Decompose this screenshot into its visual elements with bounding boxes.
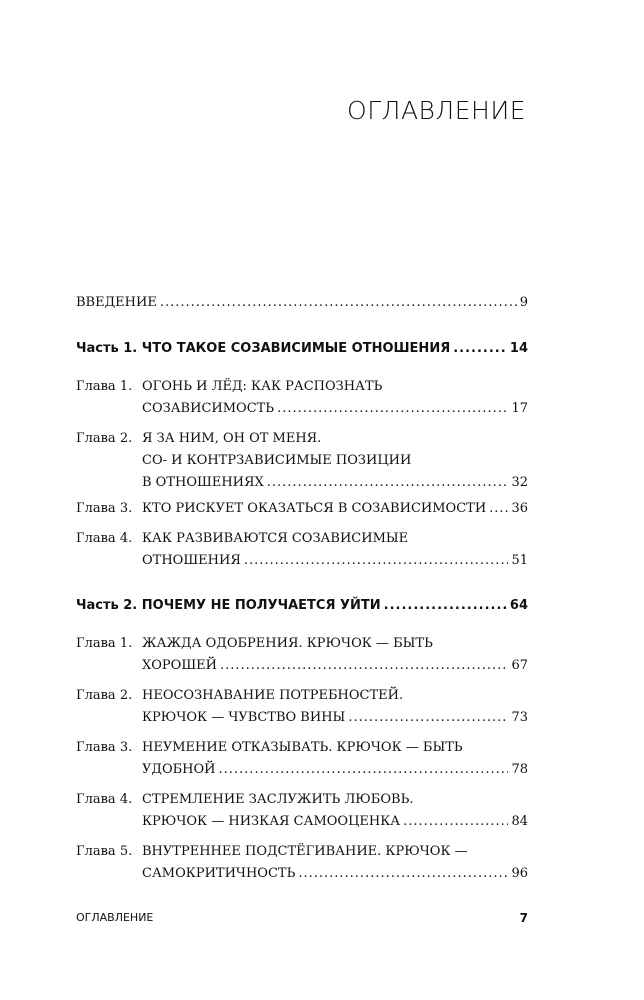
- chapter-title-line: В ОТНОШЕНИЯХ: [142, 475, 264, 490]
- chapter-title-line: ОТНОШЕНИЯ: [142, 553, 241, 568]
- leader-dots: [453, 338, 507, 360]
- chapter-page: 96: [511, 866, 528, 881]
- leader-dots: [489, 498, 508, 520]
- leader-dots: [160, 292, 517, 314]
- toc-part-1-chapter-2[interactable]: [76, 428, 528, 494]
- chapter-page: 73: [511, 710, 528, 725]
- chapter-title-line: СОЗАВИСИМОСТЬ: [142, 401, 275, 416]
- toc-part-2-label: Часть 2. ПОЧЕМУ НЕ ПОЛУЧАЕТСЯ УЙТИ: [76, 598, 381, 613]
- chapter-page: 51: [511, 553, 528, 568]
- toc-part-2-chapter-3[interactable]: [76, 737, 528, 781]
- leader-dots: [403, 811, 508, 833]
- chapter-title-line: СТРЕМЛЕНИЕ ЗАСЛУЖИТЬ ЛЮБОВЬ.: [142, 792, 414, 807]
- chapter-title-line: КТО РИСКУЕТ ОКАЗАТЬСЯ В СОЗАВИСИМОСТИ: [142, 501, 487, 516]
- chapter-number: Глава 1.: [76, 379, 133, 394]
- toc-part-2-page: 64: [509, 598, 528, 613]
- chapter-number: Глава 5.: [76, 844, 133, 859]
- chapter-number: Глава 3.: [76, 740, 133, 755]
- page-footer: [76, 911, 528, 925]
- chapter-title-line: ЖАЖДА ОДОБРЕНИЯ. КРЮЧОК — БЫТЬ: [142, 636, 433, 651]
- leader-dots: [277, 398, 508, 420]
- chapter-title-line: Я ЗА НИМ, ОН ОТ МЕНЯ.: [142, 431, 322, 446]
- running-header: ОГЛАВЛЕНИЕ: [76, 911, 154, 924]
- chapter-number: Глава 4.: [76, 792, 133, 807]
- toc-part-2-chapter-2[interactable]: [76, 685, 528, 729]
- chapter-number: Глава 1.: [76, 636, 133, 651]
- toc-part-1-chapter-3[interactable]: [76, 498, 528, 520]
- chapter-page: 32: [511, 475, 528, 490]
- chapter-title-line: КРЮЧОК — ЧУВСТВО ВИНЫ: [142, 710, 346, 725]
- page-title: ОГЛАВЛЕНИЕ: [347, 96, 526, 125]
- chapter-title-line: НЕУМЕНИЕ ОТКАЗЫВАТЬ. КРЮЧОК — БЫТЬ: [142, 740, 463, 755]
- chapter-title-line: СО- И КОНТРЗАВИСИМЫЕ ПОЗИЦИИ: [142, 453, 412, 468]
- leader-dots: [384, 595, 507, 617]
- toc-intro-page: 9: [519, 295, 528, 310]
- toc-intro-label: ВВЕДЕНИЕ: [76, 295, 157, 310]
- leader-dots: [267, 472, 509, 494]
- chapter-title-line: КАК РАЗВИВАЮТСЯ СОЗАВИСИМЫЕ: [142, 531, 409, 546]
- chapter-page: 78: [511, 762, 528, 777]
- chapter-number: Глава 3.: [76, 501, 133, 516]
- chapter-title-line: ХОРОШЕЙ: [142, 658, 217, 673]
- chapter-page: 84: [511, 814, 528, 829]
- chapter-number: Глава 2.: [76, 688, 133, 703]
- toc-intro[interactable]: [76, 292, 528, 314]
- leader-dots: [220, 655, 508, 677]
- chapter-page: 67: [511, 658, 528, 673]
- leader-dots: [348, 707, 508, 729]
- chapter-title-line: КРЮЧОК — НИЗКАЯ САМООЦЕНКА: [142, 814, 401, 829]
- toc-part-2[interactable]: [76, 595, 528, 617]
- leader-dots: [219, 759, 509, 781]
- chapter-title-line: ОГОНЬ И ЛЁД: КАК РАСПОЗНАТЬ: [142, 379, 383, 394]
- leader-dots: [298, 863, 508, 885]
- toc-part-1[interactable]: [76, 338, 528, 360]
- chapter-number: Глава 4.: [76, 531, 133, 546]
- toc-part-2-chapter-4[interactable]: [76, 789, 528, 833]
- toc-part-2-chapter-1[interactable]: [76, 633, 528, 677]
- chapter-title-line: НЕОСОЗНАВАНИЕ ПОТРЕБНОСТЕЙ.: [142, 688, 404, 703]
- leader-dots: [244, 550, 509, 572]
- toc-part-1-chapter-1[interactable]: [76, 376, 528, 420]
- chapter-title-line: ВНУТРЕННЕЕ ПОДСТЁГИВАНИЕ. КРЮЧОК —: [142, 844, 468, 859]
- chapter-page: 36: [511, 501, 528, 516]
- chapter-page: 17: [511, 401, 528, 416]
- toc-part-2-chapter-5[interactable]: [76, 841, 528, 885]
- toc-part-1-chapter-4[interactable]: [76, 528, 528, 572]
- page-number: 7: [519, 911, 528, 925]
- chapter-title-line: САМОКРИТИЧНОСТЬ: [142, 866, 296, 881]
- toc-part-1-page: 14: [509, 341, 528, 356]
- chapter-number: Глава 2.: [76, 431, 133, 446]
- toc-part-1-label: Часть 1. ЧТО ТАКОЕ СОЗАВИСИМЫЕ ОТНОШЕНИЯ: [76, 341, 451, 356]
- chapter-title-line: УДОБНОЙ: [142, 762, 216, 777]
